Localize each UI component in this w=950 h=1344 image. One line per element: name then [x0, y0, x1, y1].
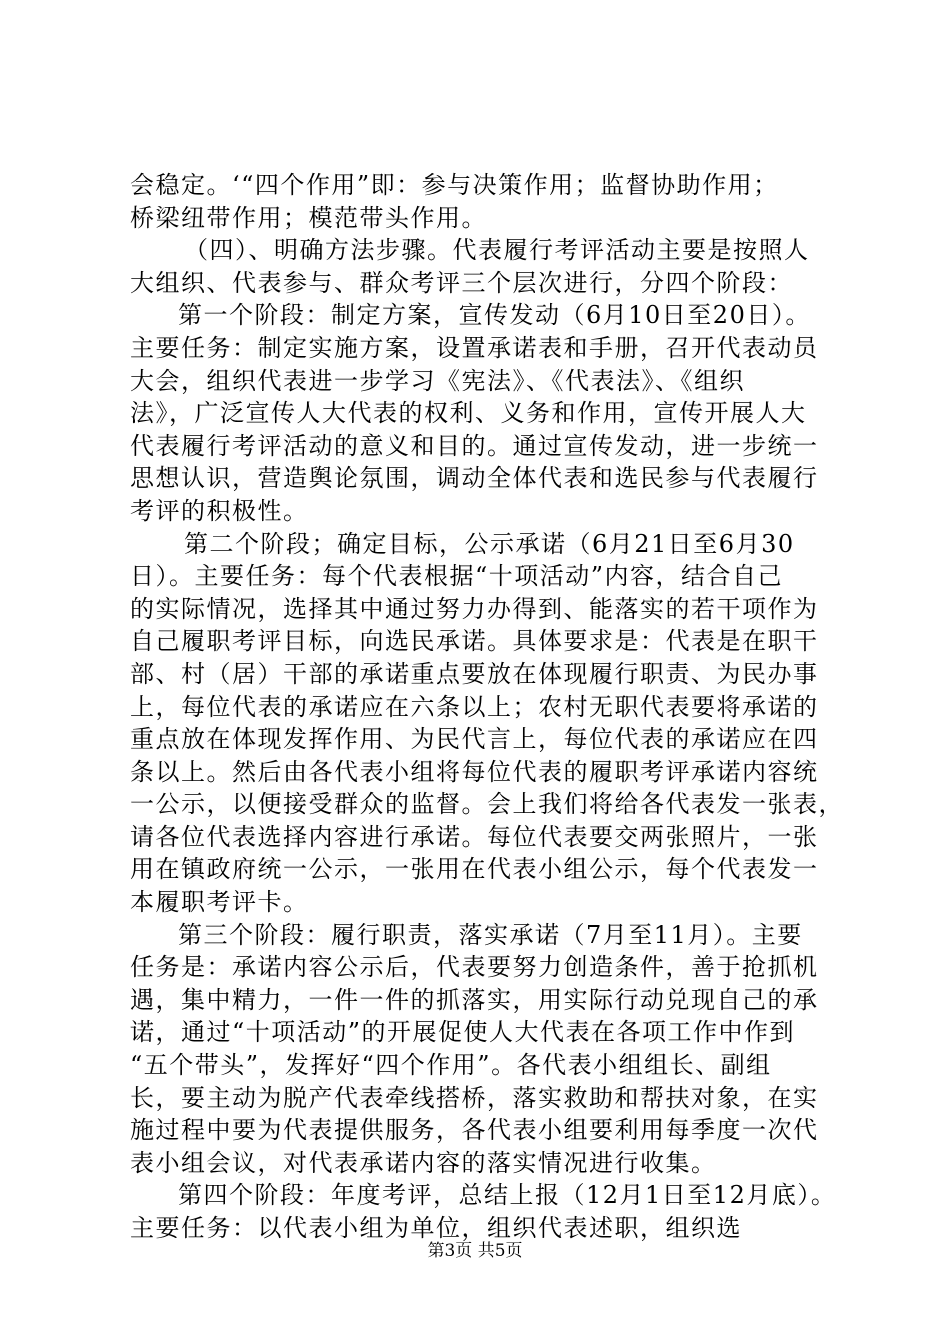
text-line: 自己履职考评目标，向选民承诺。具体要求是：代表是在职干 [130, 627, 819, 656]
text-line: 第二个阶段；确定目标，公示承诺（6月21日至6月30 [184, 529, 795, 558]
text-line: 本履职考评卡。 [130, 888, 309, 917]
text-line: 法》，广泛宣传人大代表的权利、义务和作用，宣传开展人大 [130, 399, 807, 428]
text-line: 大组织、代表参与、群众考评三个层次进行，分四个阶段： [130, 268, 793, 297]
text-line: 主要任务：以代表小组为单位，组织代表述职，组织选 [130, 1214, 742, 1242]
text-line: 遇，集中精力，一件一件的抓落实，用实际行动兑现自己的承 [130, 985, 819, 1014]
text-line: 请各位代表选择内容进行承诺。每位代表要交两张照片，一张 [130, 822, 819, 851]
text-line: 第一个阶段：制定方案，宣传发动（6月10日至20日）。 [178, 301, 811, 330]
text-line: 诺，通过“十项活动”的开展促使人大代表在各项工作中作到 [130, 1018, 796, 1047]
text-line: 大会，组织代表进一步学习《宪法》、《代表法》、《组织 [130, 366, 745, 395]
page-footer: 第3页 共5页 [427, 1241, 523, 1261]
text-line: 重点放在体现发挥作用、为民代言上，每位代表的承诺应在四 [130, 725, 819, 754]
text-line: 思想认识，营造舆论氛围，调动全体代表和选民参与代表履行 [130, 464, 819, 493]
text-line: 的实际情况，选择其中通过努力办得到、能落实的若干项作为 [130, 594, 819, 623]
text-line: 条以上。然后由各代表小组将每位代表的履职考评承诺内容统 [130, 757, 819, 786]
text-line: 一公示，以便接受群众的监督。会上我们将给各代表发一张表， [130, 790, 844, 819]
text-line: 施过程中要为代表提供服务，各代表小组要利用每季度一次代 [130, 1116, 819, 1145]
text-line: 上，每位代表的承诺应在六条以上；农村无职代表要将承诺的 [130, 692, 819, 721]
text-line: 桥梁纽带作用；模范带头作用。 [130, 203, 487, 232]
text-line: 表小组会议，对代表承诺内容的落实情况进行收集。 [130, 1148, 717, 1177]
text-line: 用在镇政府统一公示，一张用在代表小组公示，每个代表发一 [130, 855, 819, 884]
text-line: 第三个阶段：履行职责，落实承诺（7月至11月）。主要 [178, 920, 803, 949]
text-line: 会稳定。‘“四个作用”即：参与决策作用；监督协助作用； [130, 171, 779, 199]
text-line: 第四个阶段：年度考评，总结上报（12月1日至12月底）。 [178, 1181, 837, 1210]
text-line: 部、村（居）干部的承诺重点要放在体现履行职责、为民办事 [130, 659, 819, 688]
text-line: 代表履行考评活动的意义和目的。通过宣传发动，进一步统一 [130, 431, 819, 460]
text-line: （四）、明确方法步骤。代表履行考评活动主要是按照人 [184, 236, 810, 265]
text-line: 任务是：承诺内容公示后，代表要努力创造条件，善于抢抓机 [130, 953, 819, 982]
text-line: 日）。主要任务：每个代表根据“十项活动”内容，结合自己 [130, 562, 784, 591]
document-body [130, 169, 844, 1245]
text-line: “五个带头”，发挥好“四个作用”。各代表小组组长、副组 [130, 1051, 772, 1080]
text-line: 主要任务：制定实施方案，设置承诺表和手册，召开代表动员 [130, 333, 819, 362]
text-line: 考评的积极性。 [130, 496, 309, 525]
text-line: 长，要主动为脱产代表牵线搭桥，落实救助和帮扶对象，在实 [130, 1083, 819, 1112]
